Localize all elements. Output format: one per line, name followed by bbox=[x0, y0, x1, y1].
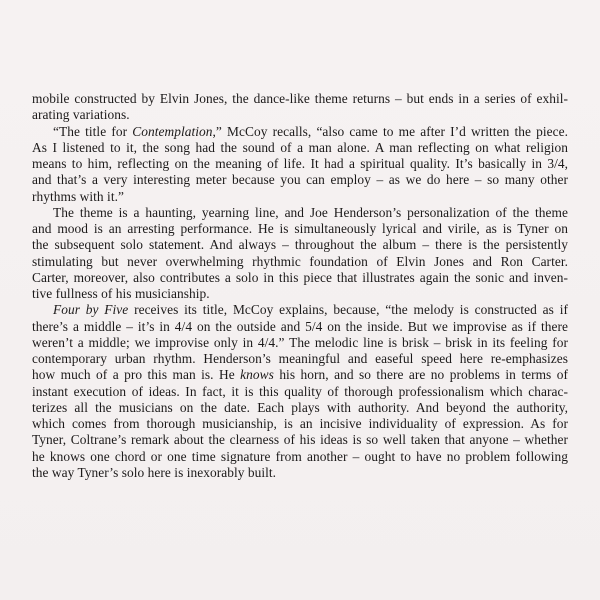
paragraph bbox=[32, 91, 568, 124]
text-line: he knows one chord or one time signature from another – ought to have no problem following bbox=[32, 448, 568, 464]
text-line: and mood is an arresting performance. He is simultaneously lyrical and virile, as is Tyner on bbox=[32, 221, 568, 236]
text-line: terizes all the musicians on the date. Each plays with authority. And beyond the authority, bbox=[32, 399, 568, 415]
text-line: arating variations. bbox=[32, 107, 130, 123]
text-line: the subsequent solo statement. And always – throughout the album – there is the persistently bbox=[32, 237, 568, 253]
text-line: Carter, moreover, also contributes a solo in this piece that illustrates again the sonic and inven- bbox=[32, 269, 568, 285]
text-line: mobile constructed by Elvin Jones, the dance-like theme returns – but ends in a series of exhil- bbox=[32, 91, 568, 106]
paragraph bbox=[32, 205, 568, 303]
italic-title: knows bbox=[240, 367, 274, 383]
italic-title: Four by Five bbox=[53, 302, 129, 318]
text-line: weren’t a middle; we improvise only in 4/4.” The melodic line is brisk – brisk in its feeling for bbox=[32, 334, 568, 350]
text-line: stimulating but never overwhelming rhythmic foundation of Elvin Jones and Ron Carter. bbox=[32, 253, 568, 269]
text-line: the way Tyner’s solo here is inexorably built. bbox=[32, 464, 277, 480]
text-line: As I listened to it, the song had the sound of a man alone. A man reflecting on what religion bbox=[32, 139, 568, 155]
text-line: there’s a middle – it’s in 4/4 on the outside and 5/4 on the inside. But we improvise as if there bbox=[32, 318, 568, 334]
text-line: tive fullness of his musicianship. bbox=[32, 286, 210, 301]
italic-title: Contemplation bbox=[132, 123, 213, 139]
text-line: Tyner, Coltrane’s remark about the clearness of his ideas is so well taken that anyone – whether bbox=[32, 432, 568, 448]
text-line: means to him, reflecting on the meaning of life. It had a spiritual quality. It’s basically in 3/4, bbox=[32, 156, 568, 171]
text-line: rhythms with it.” bbox=[32, 188, 124, 204]
text-line: “The title for Contemplation,” McCoy recalls, “also came to me after I’d written the piece. bbox=[53, 123, 569, 139]
text-line: instant execution of ideas. In fact, it is this quality of thorough professionalism which charac- bbox=[32, 383, 568, 399]
text-line: how much of a pro this man is. He knows his horn, and so there are no problems in terms of bbox=[32, 367, 568, 383]
text-line: contemporary urban rhythm. Henderson’s meaningful and easeful speed here re-emphasizes bbox=[32, 351, 568, 366]
body-text bbox=[32, 91, 568, 481]
text-line: The theme is a haunting, yearning line, and Joe Henderson’s personalization of the theme bbox=[53, 204, 568, 220]
text-line: Four by Five receives its title, McCoy explains, because, “the melody is constructed as if bbox=[53, 302, 568, 318]
paragraph bbox=[32, 124, 568, 205]
text-line: and that’s a very interesting meter because you can employ – as we do here – so many other bbox=[32, 172, 568, 188]
text-line: which comes from thorough musicianship, is an incisive individuality of expression. As for bbox=[32, 416, 568, 431]
paragraph bbox=[32, 302, 568, 481]
